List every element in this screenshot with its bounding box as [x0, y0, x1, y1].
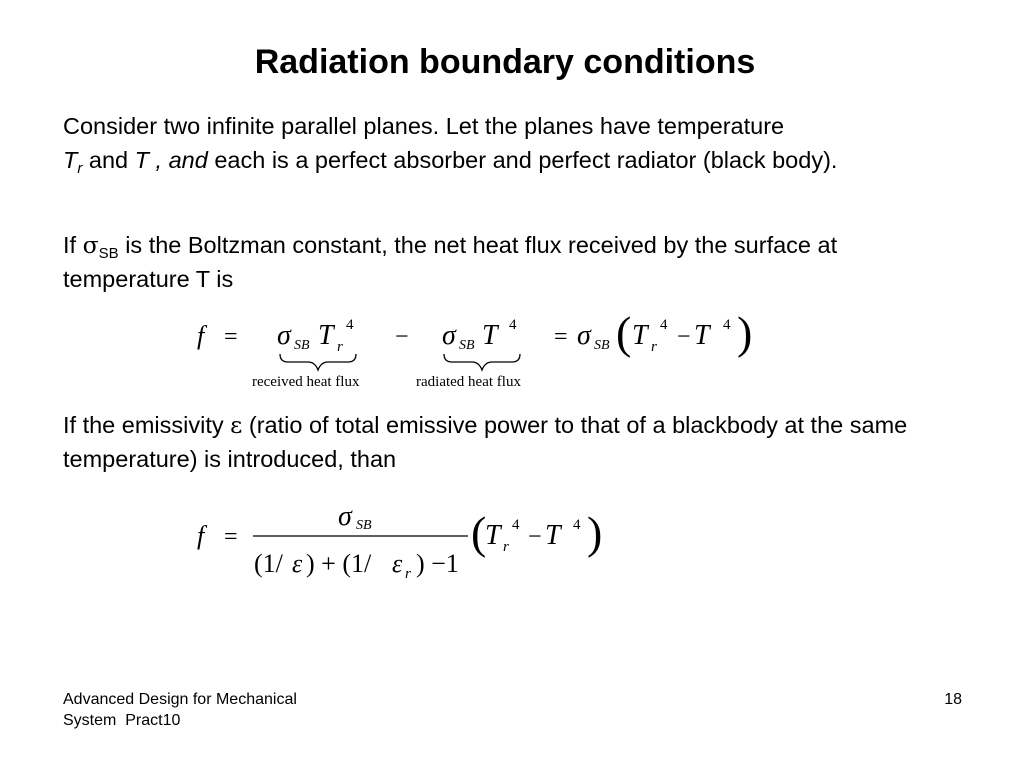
eq1-equals: =	[224, 324, 238, 350]
slide-footer	[63, 689, 383, 731]
eq1-lparen: (	[616, 307, 632, 358]
footer-line1: Advanced Design for Mechanical	[63, 691, 297, 708]
para3-after: (ratio of total emissive power to that of a blackbody at the same temperature) is introduced, than	[63, 412, 908, 472]
sigma-sb-symbol: $\sigma_{SB}$	[82, 231, 119, 262]
eq2-den-2: ) + (1/	[306, 549, 372, 578]
eq1-f: f	[197, 321, 205, 350]
eq1-sigma-3: σ	[577, 320, 591, 351]
eq1-label-radiated: radiated heat flux	[416, 374, 521, 390]
para1-line1: Consider two infinite parallel planes. Let the planes have temperature	[63, 113, 785, 139]
equation-emissivity	[180, 492, 620, 592]
eq2-den-eps-r: ε	[392, 549, 403, 578]
para3-before: If the emissivity	[63, 412, 224, 438]
eq1-t-4: T	[694, 320, 710, 351]
eq1-pow-4: 4	[723, 317, 731, 333]
eq2-den-3: ) −1	[416, 549, 459, 578]
eq2-den-1: (1/	[254, 549, 283, 578]
eq1-t-3: T	[632, 320, 648, 351]
eq1-sigma-2: σ	[442, 320, 456, 351]
eq1-t-1: T	[318, 320, 334, 351]
para2-rest: is the Boltzman constant, the net heat flux received by the surface at temperature T is	[63, 232, 838, 292]
eq1-sb-3: SB	[594, 338, 610, 353]
tr-symbol: $T_r$	[63, 147, 83, 177]
eq1-r-1: r	[337, 339, 343, 355]
para1-comma: ,	[155, 147, 163, 173]
eq1-minus-2: −	[677, 324, 691, 350]
para2-if: If	[63, 232, 77, 258]
t-symbol: T	[134, 147, 149, 173]
page-number: 18	[944, 691, 962, 708]
eq2-sb: SB	[356, 518, 372, 533]
eq1-pow-1: 4	[346, 317, 354, 333]
eq1-r-3: r	[651, 339, 657, 355]
eq2-f: f	[197, 521, 205, 550]
para1-and-italic: and	[168, 147, 208, 173]
eq1-sb-2: SB	[459, 338, 475, 353]
para1-and: and	[88, 147, 129, 173]
equation-net-heat-flux	[180, 296, 780, 396]
eq2-lparen: (	[471, 507, 487, 558]
eq2-minus: −	[528, 524, 542, 550]
paragraph-planes	[63, 109, 943, 177]
paragraph-emissivity	[63, 408, 943, 476]
eq2-equals: =	[224, 524, 238, 550]
eq2-pow-2: 4	[573, 517, 581, 533]
eq1-equals-2: =	[554, 324, 568, 350]
underbrace-radiated	[444, 354, 520, 370]
epsilon-symbol: ε	[230, 411, 243, 439]
eq2-den-r: r	[405, 566, 411, 582]
eq1-rparen: )	[737, 307, 753, 358]
eq1-pow-3: 4	[660, 317, 668, 333]
paragraph-boltzmann	[63, 228, 943, 296]
eq2-t-1: T	[485, 520, 501, 551]
footer-line2: System Pract10	[63, 712, 181, 729]
para1-rest: each is a perfect absorber and perfect radiator (black body).	[214, 147, 838, 173]
eq2-rparen: )	[587, 507, 603, 558]
eq2-den-eps: ε	[292, 549, 303, 578]
eq1-t-2: T	[482, 320, 498, 351]
slide-title: Radiation boundary conditions	[254, 43, 756, 81]
eq2-r: r	[503, 539, 509, 555]
eq1-sb-1: SB	[294, 338, 310, 353]
eq2-pow-1: 4	[512, 517, 520, 533]
eq1-minus: −	[395, 324, 409, 350]
eq1-label-received: received heat flux	[252, 374, 360, 390]
eq1-sigma-1: σ	[277, 320, 291, 351]
eq1-pow-2: 4	[509, 317, 517, 333]
underbrace-received	[280, 354, 356, 370]
eq2-t-2: T	[545, 520, 561, 551]
eq2-sigma: σ	[338, 501, 352, 532]
